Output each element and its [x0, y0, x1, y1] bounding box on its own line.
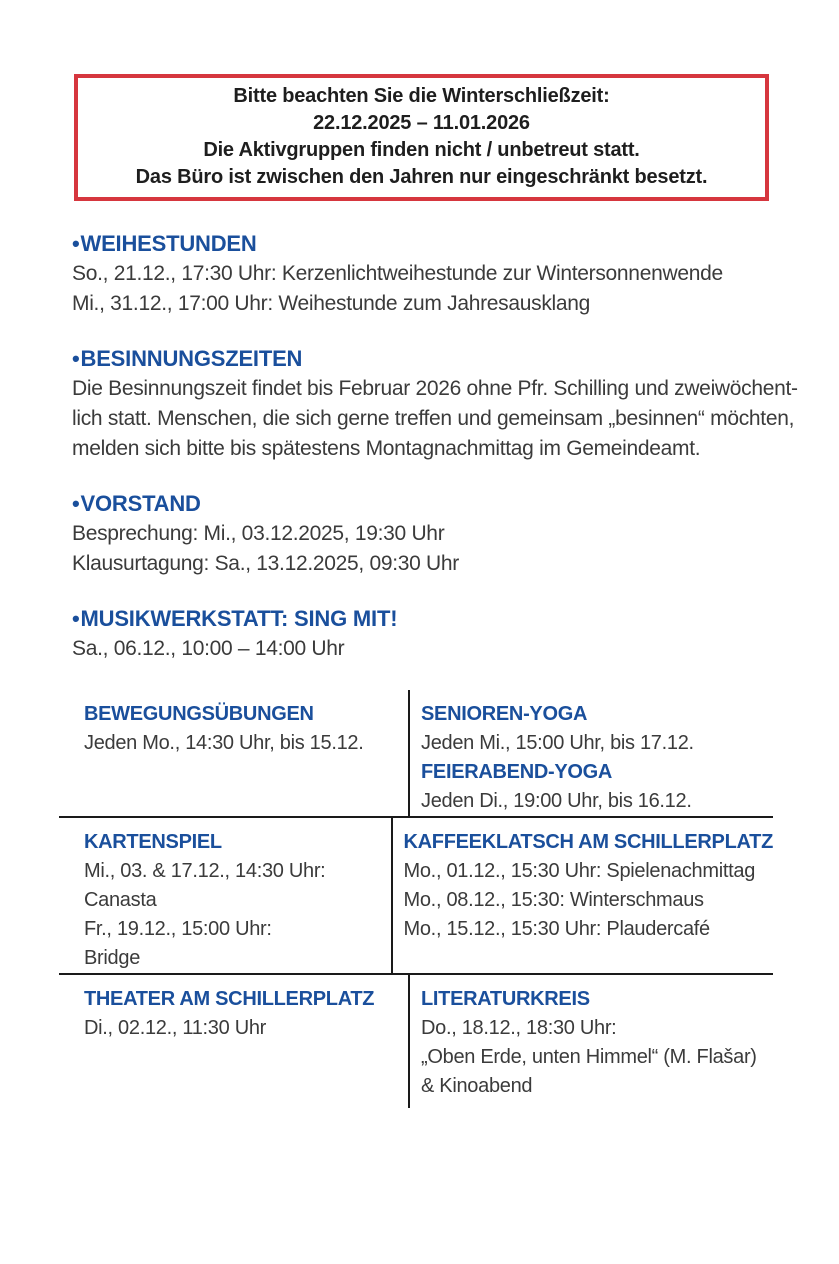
cell-yoga — [408, 690, 773, 816]
entry-line: Fr., 19.12., 15:00 Uhr: — [84, 918, 272, 940]
section-title-text: WEIHESTUNDEN — [80, 231, 257, 256]
entry-title: KAFFEEKLATSCH AM SCHILLERPLATZ — [403, 831, 773, 853]
section-line: So., 21.12., 17:30 Uhr: Kerzenlichtweihestunde zur Wintersonnenwende — [72, 262, 723, 285]
bullet-icon: • — [72, 346, 80, 371]
table-row — [59, 690, 773, 818]
section-line: Klausurtagung: Sa., 13.12.2025, 09:30 Uhr — [72, 552, 459, 575]
notice-line: Das Büro ist zwischen den Jahren nur eingeschränkt besetzt. — [135, 166, 708, 188]
section-title-text: BESINNUNGSZEITEN — [80, 346, 303, 371]
section-vorstand — [72, 489, 779, 579]
section-line: Mi., 31.12., 17:00 Uhr: Weihestunde zum Jahresausklang — [72, 292, 591, 315]
entry-line: Di., 02.12., 11:30 Uhr — [84, 1017, 267, 1039]
section-title — [72, 604, 779, 634]
entry-line: „Oben Erde, unten Himmel“ (M. Flašar) — [421, 1046, 757, 1068]
newsletter-page — [0, 74, 839, 1264]
entry-title: THEATER AM SCHILLERPLATZ — [84, 988, 375, 1010]
notice-line: Bitte beachten Sie die Winterschließzeit: — [233, 85, 610, 107]
entry-line: Mo., 15.12., 15:30 Uhr: Plaudercafé — [403, 918, 710, 940]
section-besinnungszeiten — [72, 344, 798, 464]
section-line: lich statt. Menschen, die sich gerne treffen und gemeinsam „besinnen“ möchten, — [72, 407, 795, 430]
cell-kartenspiel — [59, 818, 391, 973]
bullet-icon: • — [72, 231, 80, 256]
section-title — [72, 229, 779, 259]
entry-line: Mo., 08.12., 15:30: Winterschmaus — [403, 889, 704, 911]
schedule-table — [59, 690, 773, 1108]
section-title — [72, 489, 779, 519]
section-musikwerkstatt — [72, 604, 779, 664]
table-row — [59, 818, 773, 975]
entry-title: LITERATURKREIS — [421, 988, 590, 1010]
cell-bewegungsuebungen — [59, 690, 408, 816]
entry-line: Jeden Mi., 15:00 Uhr, bis 17.12. — [421, 732, 694, 754]
section-title — [72, 344, 779, 374]
section-line: Die Besinnungszeit findet bis Februar 2026 ohne Pfr. Schilling und zweiwöchent- — [72, 377, 798, 400]
cell-kaffeeklatsch — [391, 818, 774, 973]
entry-line: Mo., 01.12., 15:30 Uhr: Spielenachmittag — [403, 860, 756, 882]
entry-line: & Kinoabend — [421, 1075, 533, 1097]
section-title-text: MUSIKWERKSTATT: SING MIT! — [80, 606, 398, 631]
entry-line: Jeden Di., 19:00 Uhr, bis 16.12. — [421, 790, 692, 812]
entry-title: BEWEGUNGSÜBUNGEN — [84, 703, 314, 725]
entry-line: Jeden Mo., 14:30 Uhr, bis 15.12. — [84, 732, 364, 754]
entry-title: KARTENSPIEL — [84, 831, 222, 853]
winter-closure-notice — [74, 74, 769, 201]
notice-line: 22.12.2025 – 11.01.2026 — [313, 112, 530, 134]
section-title-text: VORSTAND — [80, 491, 201, 516]
entry-line: Mi., 03. & 17.12., 14:30 Uhr: — [84, 860, 326, 882]
cell-theater — [59, 975, 408, 1108]
cell-literaturkreis — [408, 975, 773, 1108]
table-row — [59, 975, 773, 1108]
entry-title: SENIOREN-YOGA — [421, 703, 588, 725]
section-line: melden sich bitte bis spätestens Montagnachmittag im Gemeindeamt. — [72, 437, 701, 460]
section-weihestunden — [72, 229, 779, 319]
section-line: Sa., 06.12., 10:00 – 14:00 Uhr — [72, 637, 345, 660]
sections-list — [72, 229, 798, 664]
notice-line: Die Aktivgruppen finden nicht / unbetreut statt. — [203, 139, 640, 161]
entry-line: Canasta — [84, 889, 157, 911]
section-line: Besprechung: Mi., 03.12.2025, 19:30 Uhr — [72, 522, 445, 545]
bullet-icon: • — [72, 491, 80, 516]
entry-line: Do., 18.12., 18:30 Uhr: — [421, 1017, 617, 1039]
bullet-icon: • — [72, 606, 80, 631]
entry-line: Bridge — [84, 947, 141, 969]
entry-title: FEIERABEND-YOGA — [421, 761, 613, 783]
